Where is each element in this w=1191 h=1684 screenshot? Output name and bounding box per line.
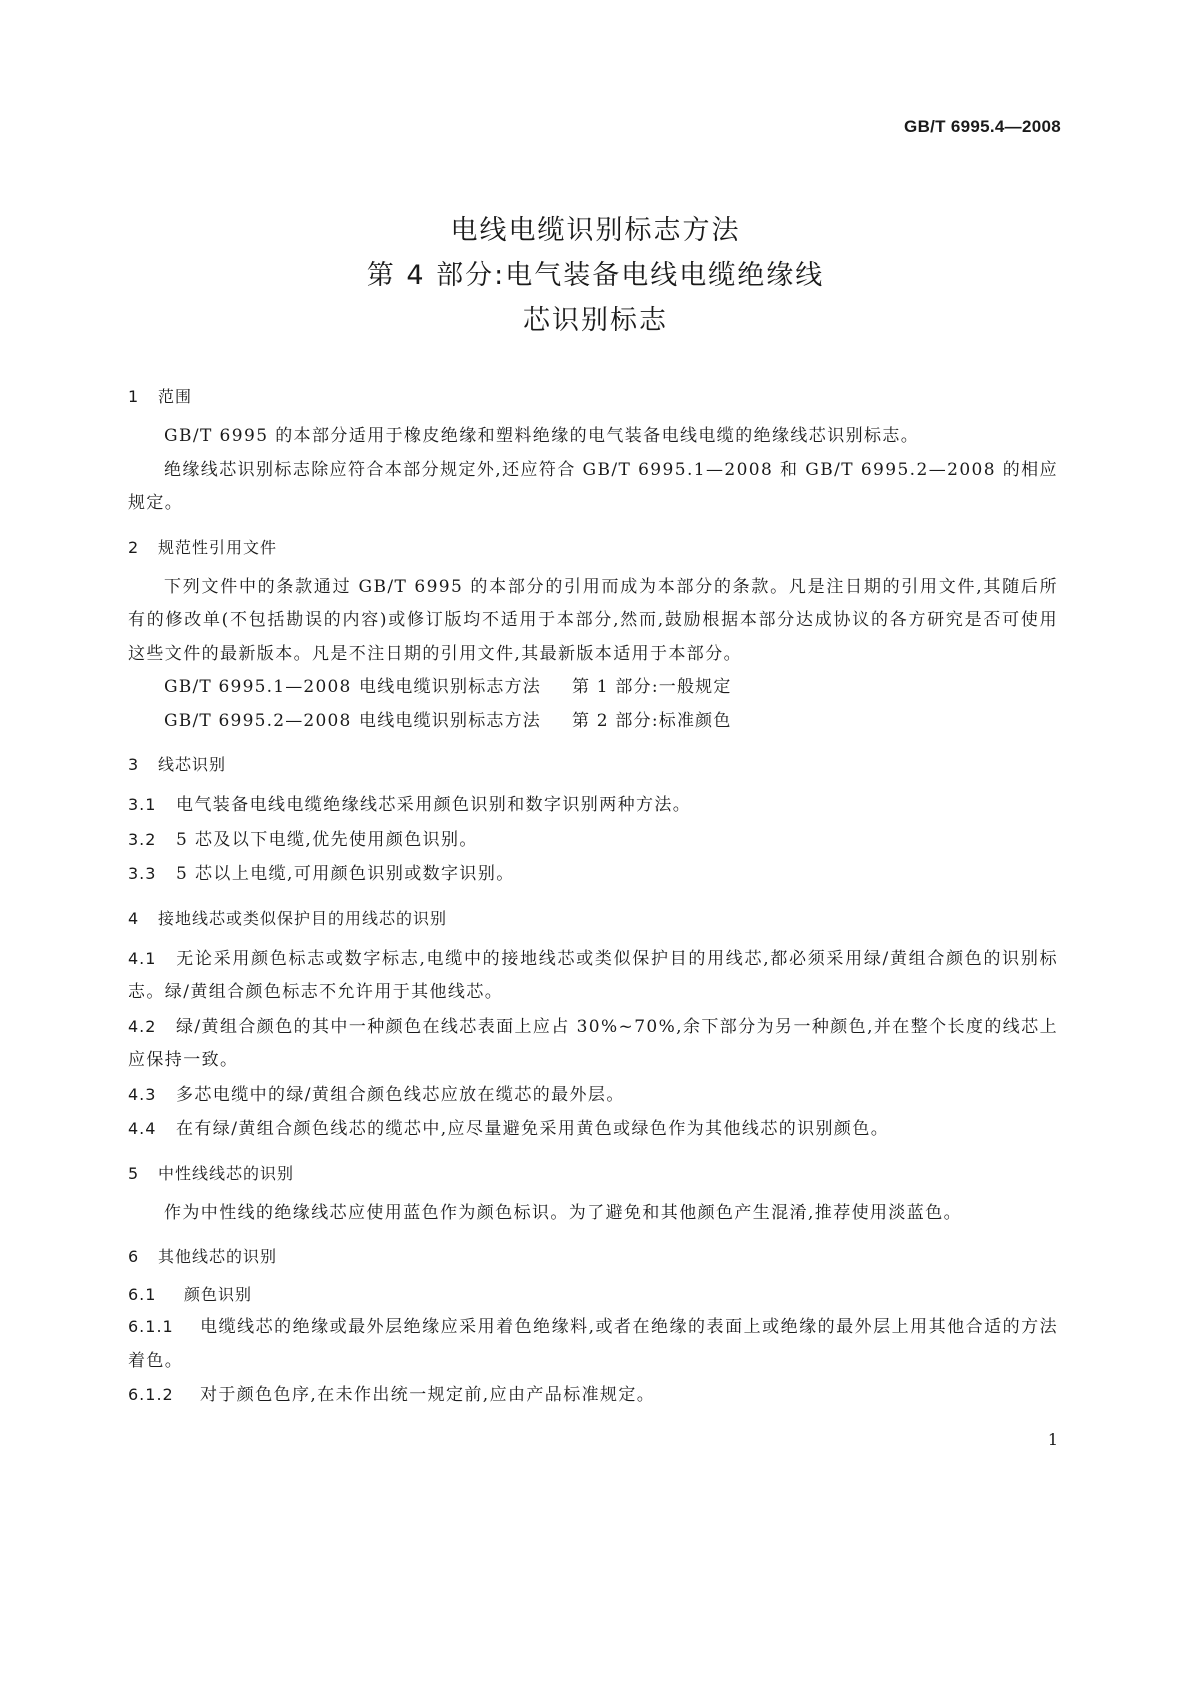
title-line-1: 电线电缆识别标志方法 [450, 215, 741, 246]
title-line-3: 芯识别标志 [523, 305, 668, 336]
clause [128, 1378, 1058, 1413]
standard-code: GB/T 6995.4—2008 [904, 117, 1061, 136]
clause-text: 多芯电缆中的绿/黄组合颜色线芯应放在缆芯的最外层。 [176, 1084, 625, 1105]
clause-text: 电缆线芯的绝缘或最外层绝缘应采用着色绝缘料,或者在绝缘的表面上或绝缘的最外层上用其他合适的方法着色。 [128, 1317, 1058, 1371]
section-title: 其他线芯的识别 [158, 1247, 278, 1266]
paragraph: 绝缘线芯识别标志除应符合本部分规定外,还应符合 GB/T 6995.1—2008 和 GB/T 6995.2—2008 的相应规定。 [128, 459, 1058, 513]
clause-text: 5 芯以上电缆,可用颜色识别或数字识别。 [176, 864, 515, 884]
document-title [0, 208, 1191, 343]
clause-text: 绿/黄组合颜色的其中一种颜色在线芯表面上应占 30%~70%,余下部分为另一种颜色,并在整个长度的线芯上应保持一致。 [128, 1016, 1058, 1070]
paragraph: GB/T 6995 的本部分适用于橡皮绝缘和塑料绝缘的电气装备电线电缆的绝缘线芯识别标志。 [164, 426, 920, 446]
section-title: 规范性引用文件 [158, 537, 278, 557]
subsection-title: 颜色识别 [184, 1285, 253, 1304]
section-6-heading [128, 1242, 1058, 1272]
subsection-number: 6.1 [128, 1285, 157, 1304]
clause-number: 3.2 [128, 829, 157, 849]
reference-code: GB/T 6995.2—2008 [164, 710, 352, 731]
reference-part: 第 2 部分:标准颜色 [572, 710, 732, 731]
clause-number: 4.2 [128, 1016, 157, 1036]
section-2-heading [128, 533, 1058, 563]
clause-text: 在有绿/黄组合颜色线芯的缆芯中,应尽量避免采用黄色或绿色作为其他线芯的识别颜色。 [176, 1119, 890, 1139]
section-number: 4 [128, 908, 140, 928]
clause-number: 6.1.2 [128, 1385, 174, 1404]
clause-number: 4.3 [128, 1084, 157, 1104]
clause-text: 无论采用颜色标志或数字标志,电缆中的接地线芯或类似保护目的用线芯,都必须采用绿/黄组合颜色的识别标志。绿/黄组合颜色标志不允许用于其他线芯。 [128, 948, 1058, 1002]
paragraph: 下列文件中的条款通过 GB/T 6995 的本部分的引用而成为本部分的条款。凡是注日期的引用文件,其随后所有的修改单(不包括勘误的内容)或修订版均不适用于本部分,然而,鼓励根据本部分达成协议的各方研究是否可使用这些文件的最新版本。凡是不注日期的引用文件,其最新版本适用于本部分。 [128, 576, 1058, 664]
clause [128, 1078, 1058, 1113]
clause [128, 1310, 1058, 1378]
subsection-heading [128, 1280, 1058, 1310]
section-number: 3 [128, 755, 140, 774]
clause-text: 电气装备电线电缆绝缘线芯采用颜色识别和数字识别两种方法。 [176, 795, 692, 815]
reference-part: 第 1 部分:一般规定 [572, 677, 732, 697]
reference-code: GB/T 6995.1—2008 [164, 677, 352, 697]
clause [128, 1112, 1058, 1147]
clause-number: 4.1 [128, 948, 157, 968]
reference-title: 电线电缆识别标志方法 [359, 710, 541, 731]
section-5-heading [128, 1159, 1058, 1189]
reference-title: 电线电缆识别标志方法 [359, 677, 541, 697]
clause-number: 3.1 [128, 795, 157, 814]
clause-text: 5 芯及以下电缆,优先使用颜色识别。 [176, 829, 478, 850]
section-3-heading [128, 750, 1058, 780]
section-number: 6 [128, 1247, 140, 1266]
paragraph: 作为中性线的绝缘线芯应使用蓝色作为颜色标识。为了避免和其他颜色产生混淆,推荐使用淡蓝色。 [164, 1202, 963, 1223]
section-4-heading [128, 904, 1058, 934]
clause-number: 3.3 [128, 864, 157, 883]
section-1-heading [128, 382, 1058, 412]
clause-text: 对于颜色色序,在未作出统一规定前,应由产品标准规定。 [200, 1385, 656, 1405]
clause [128, 857, 1058, 892]
section-number: 1 [128, 387, 140, 406]
clause-number: 6.1.1 [128, 1317, 174, 1336]
normative-reference [128, 705, 1058, 739]
clause [128, 942, 1058, 1010]
section-title: 接地线芯或类似保护目的用线芯的识别 [158, 908, 448, 928]
section-number: 2 [128, 537, 140, 557]
section-title: 线芯识别 [158, 755, 227, 774]
title-line-2: 第 4 部分:电气装备电线电缆绝缘线 [366, 260, 825, 291]
section-number: 5 [128, 1163, 140, 1183]
clause [128, 823, 1058, 858]
clause-number: 4.4 [128, 1119, 157, 1138]
document-body [128, 382, 1058, 1413]
normative-reference [128, 671, 1058, 705]
page-number: 1 [1047, 1430, 1058, 1449]
clause [128, 788, 1058, 823]
clause [128, 1010, 1058, 1078]
section-title: 中性线线芯的识别 [158, 1163, 295, 1183]
section-title: 范围 [158, 387, 193, 406]
